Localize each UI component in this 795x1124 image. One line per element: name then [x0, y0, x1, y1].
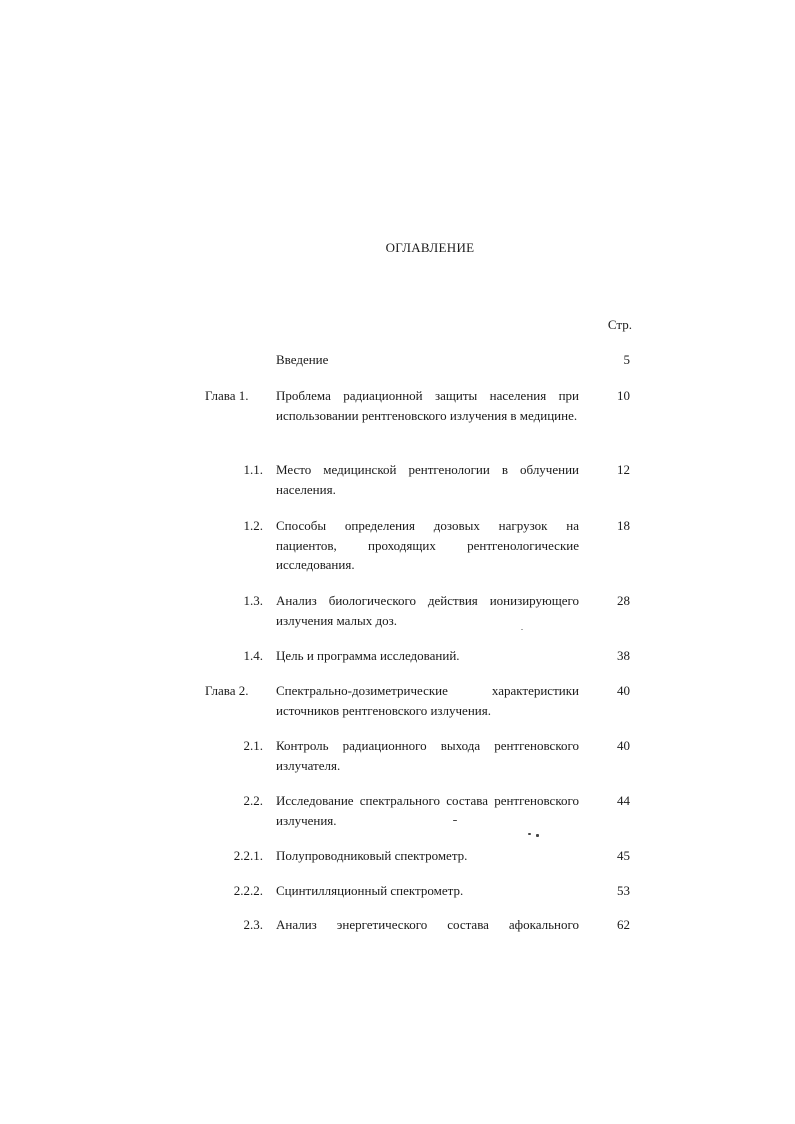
toc-entry-text: Исследование спектрального состава рентгеновского излучения. [276, 793, 579, 828]
toc-entry-page: 53 [617, 883, 630, 898]
toc-entry-number: Глава 2. [205, 683, 249, 698]
toc-entry-text: Цель и программа исследований. [276, 648, 460, 663]
toc-entry-text: Контроль радиационного выхода рентгеновского излучателя. [276, 738, 579, 773]
toc-entry-number: 2.2.1. [233, 848, 263, 863]
toc-entry-number: 2.2. [243, 793, 263, 808]
toc-entry-text: Проблема радиационной защиты населения при использовании рентгеновского излучения в медицине. [276, 388, 579, 423]
toc-entry-page: 45 [617, 848, 630, 863]
toc-entry-text: Полупроводниковый спектрометр. [276, 848, 468, 863]
toc-entry-text: Анализ энергетического состава афокального [276, 917, 579, 932]
toc-entry-number: Глава 1. [205, 388, 249, 403]
toc-entry-number: 1.4. [243, 648, 263, 663]
toc-entry-text: Анализ биологического действия ионизирующего излучения малых доз. [276, 593, 579, 628]
toc-entry-number: 2.3. [243, 917, 263, 932]
toc-entry-page: 62 [617, 917, 630, 932]
scan-speck [536, 834, 539, 837]
toc-entry-number: 1.2. [243, 518, 263, 533]
scan-speck [521, 629, 523, 630]
page-column-header: Стр. [607, 317, 632, 332]
toc-entry-page: 12 [617, 462, 630, 477]
toc-entry-number: 1.1. [243, 462, 263, 477]
toc-entry-text: Сцинтилляционный спектрометр. [276, 883, 464, 898]
toc-entry-page: 38 [617, 648, 630, 663]
toc-entry-page: 18 [617, 518, 630, 533]
toc-entry-text: Введение [276, 352, 329, 367]
page-title: ОГЛАВЛЕНИЕ [385, 240, 475, 255]
toc-entry-number: 2.2.2. [233, 883, 263, 898]
toc-entry-number: 1.3. [243, 593, 263, 608]
toc-entry-page: 5 [623, 352, 630, 367]
toc-entry-page: 10 [617, 388, 630, 403]
toc-entry-page: 40 [617, 683, 630, 698]
toc-entry-text: Способы определения дозовых нагрузок на пациентов, проходящих рентгенологические исследования. [276, 518, 579, 572]
toc-entry-number: 2.1. [243, 738, 263, 753]
toc-entry-text: Спектрально-дозиметрические характеристики источников рентгеновского излучения. [276, 683, 579, 718]
scan-speck [453, 820, 457, 821]
scan-speck [528, 833, 531, 835]
toc-entry-page: 40 [617, 738, 630, 753]
toc-entry-text: Место медицинской рентгенологии в облучении населения. [276, 462, 579, 497]
toc-entry-page: 28 [617, 593, 630, 608]
toc-entry-page: 44 [617, 793, 630, 808]
